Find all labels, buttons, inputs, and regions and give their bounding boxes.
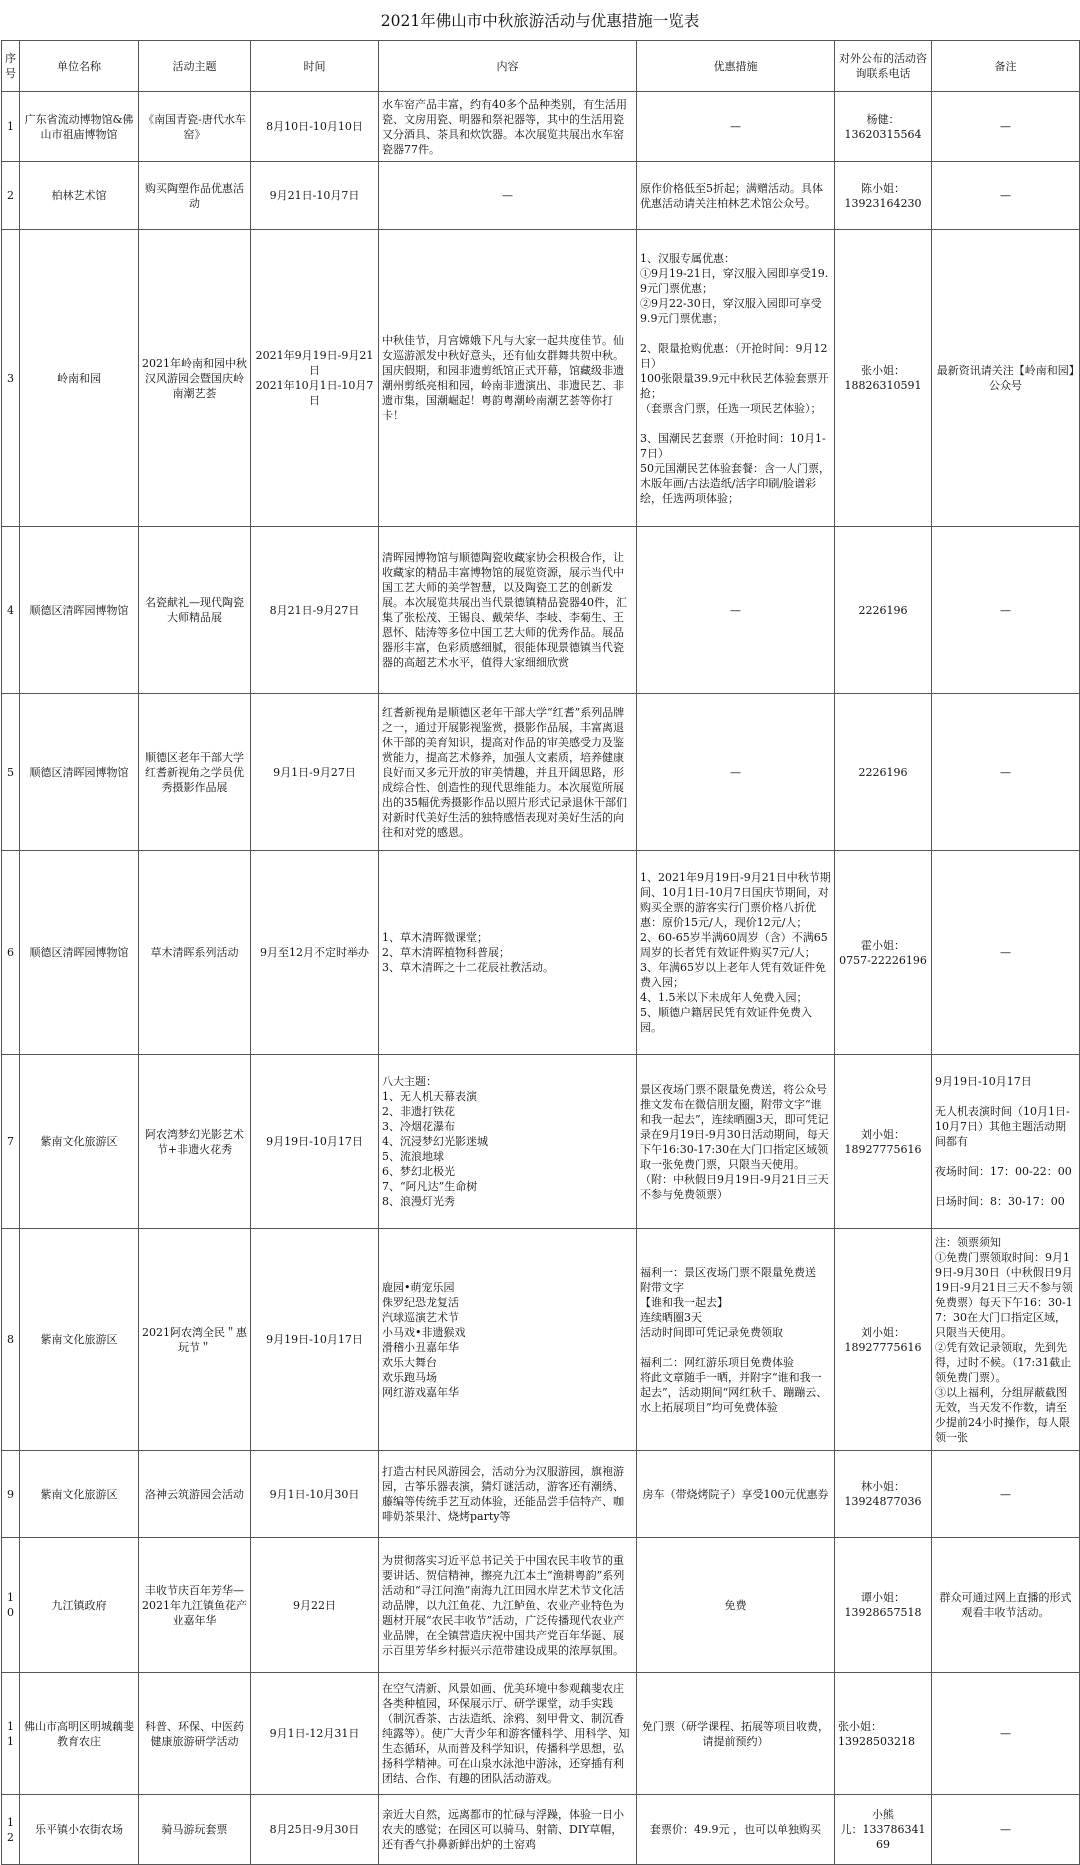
cell-theme: 科普、环保、中医药健康旅游研学活动 (139, 1673, 251, 1795)
cell-unit: 顺德区清晖园博物馆 (20, 694, 139, 851)
cell-no: 3 (2, 230, 20, 527)
cell-unit: 柏林艺术馆 (20, 162, 139, 230)
table-row (2, 1229, 1080, 1451)
cell-note: — (932, 1451, 1080, 1538)
cell-theme: 骑马游玩套票 (139, 1795, 251, 1865)
page-title: 2021年佛山市中秋旅游活动与优惠措施一览表 (380, 12, 700, 30)
cell-content: 八大主题： 1、无人机天幕表演 2、非遗打铁花 3、冷烟花瀑布 4、沉浸梦幻光影迷城 5、流浪地球 6、梦幻北极光 7、“阿凡达”生命树 8、浪漫灯光秀 (379, 1055, 637, 1229)
cell-offer: 景区夜场门票不限量免费送，将公众号推文发布在微信朋友圈，附带文字“谁和我一起去”，连续晒圈3天，即可凭记录在9月19日-9月30日活动期间，每天下午16:30-17:30在大门口指定区域领取一张免费门票，只限当天使用。（附：中秋假日9月19日-9月21日三天不参与免费领票） (637, 1055, 835, 1229)
activity-table (1, 40, 1080, 1865)
cell-theme: 阿农湾梦幻光影艺术节+非遗火花秀 (139, 1055, 251, 1229)
cell-content: 中秋佳节，月宫嫦娥下凡与大家一起共度佳节。仙女巡游派发中秋好意头，还有仙女群舞共贺中秋。 国庆假期，和园非遗剪纸馆正式开幕，馆藏级非遗潮州剪纸亮相和园，岭南非遗演出、非遗民艺、非遗市集，国潮崛起！粤韵粤潮岭南潮艺荟等你打卡！ (379, 230, 637, 527)
header-unit: 单位名称 (20, 41, 139, 92)
table-header-row (2, 41, 1080, 92)
cell-time: 9月1日-10月30日 (251, 1451, 379, 1538)
cell-offer: 套票价：49.9元 ，也可以单独购买 (637, 1795, 835, 1865)
cell-content: 红耆新视角是顺德区老年干部大学“红耆”系列品牌之一，通过开展影视鉴赏，摄影作品展，丰富离退休干部的美育知识，提高对作品的审美感受力及鉴赏能力，提高艺术修养，加强人文素质，培养健康良好而又多元开放的审美情趣，并且开阔思路，形成综合性、创造性的现代思维能力。本次展览所展出的35幅优秀摄影作品以照片形式记录退休干部们对新时代美好生活的独特感悟表现对美好生活的向往和对党的感恩。 (379, 694, 637, 851)
cell-phone: 霍小姐： 0757-22226196 (835, 851, 932, 1055)
header-no: 序号 (2, 41, 20, 92)
cell-phone: 2226196 (835, 527, 932, 694)
cell-no: 12 (2, 1795, 20, 1865)
cell-content: 1、草木清晖微课堂； 2、草木清晖植物科普展； 3、草木清晖之十二花辰社教活动。 (379, 851, 637, 1055)
cell-phone: 小熊 儿：13378634169 (835, 1795, 932, 1865)
cell-theme: 2021阿农湾全民＂惠玩节＂ (139, 1229, 251, 1451)
table-row (2, 851, 1080, 1055)
cell-unit: 佛山市高明区明城藕斐教育农庄 (20, 1673, 139, 1795)
cell-theme: 洛神云筑游园会活动 (139, 1451, 251, 1538)
cell-theme: 《南国青瓷-唐代水车窑》 (139, 92, 251, 162)
cell-phone: 杨健： 13620315564 (835, 92, 932, 162)
cell-no: 2 (2, 162, 20, 230)
cell-note: — (932, 1795, 1080, 1865)
header-time: 时间 (251, 41, 379, 92)
cell-no: 4 (2, 527, 20, 694)
cell-unit: 乐平镇小农街农场 (20, 1795, 139, 1865)
cell-time: 9月1日-9月27日 (251, 694, 379, 851)
cell-time: 8月25日-9月30日 (251, 1795, 379, 1865)
table-row (2, 92, 1080, 162)
cell-time: 8月10日-10月10日 (251, 92, 379, 162)
cell-unit: 顺德区清晖园博物馆 (20, 527, 139, 694)
cell-time: 9月1日-12月31日 (251, 1673, 379, 1795)
cell-time: 9月19日-10月17日 (251, 1229, 379, 1451)
cell-phone: 2226196 (835, 694, 932, 851)
header-content: 内容 (379, 41, 637, 92)
cell-phone: 刘小姐： 18927775616 (835, 1229, 932, 1451)
header-phone: 对外公布的活动咨询联系电话 (835, 41, 932, 92)
cell-phone: 林小姐： 13924877036 (835, 1451, 932, 1538)
cell-content: 为贯彻落实习近平总书记关于中国农民丰收节的重要讲话、贺信精神，擦亮九江本土“渔耕粤韵”系列活动和“寻江问渔”南海九江田园水岸艺术节文化活动品牌，以九江鱼花、九江鲈鱼、农业产业特色为题材开展“农民丰收节”活动，广泛传播现代农业产业品牌，在全镇营造庆祝中国共产党百年华诞、展示百里芳华乡村振兴示范带建设成果的浓厚氛围。 (379, 1538, 637, 1673)
cell-time: 9月至12月不定时举办 (251, 851, 379, 1055)
cell-content: — (379, 162, 637, 230)
cell-content: 水车窑产品丰富，约有40多个品种类别，有生活用瓷、文房用瓷、明器和祭祀器等，其中的生活用瓷又分酒具、茶具和炊饮器。本次展览共展出水车窑瓷器77件。 (379, 92, 637, 162)
cell-offer: 1、2021年9月19日-9月21日中秋节期间、10月1日-10月7日国庆节期间，对购买全票的游客实行门票价格八折优惠：原价15元/人，现价12元/人； 2、60-65岁半满60周岁（含）不满65周岁的长者凭有效证件购买7元/人； 3、年满65岁以上老年人凭有效证件免费入园； 4、1.5米以下未成年人免费入园； 5、顺德户籍居民凭有效证件免费入园。 (637, 851, 835, 1055)
cell-no: 7 (2, 1055, 20, 1229)
table-row (2, 162, 1080, 230)
cell-unit: 紫南文化旅游区 (20, 1055, 139, 1229)
cell-time: 8月21日-9月27日 (251, 527, 379, 694)
cell-theme: 名瓷献礼—现代陶瓷大师精品展 (139, 527, 251, 694)
cell-phone: 谭小姐： 13928657518 (835, 1538, 932, 1673)
cell-phone: 刘小姐： 18927775616 (835, 1055, 932, 1229)
cell-offer: — (637, 92, 835, 162)
cell-no: 5 (2, 694, 20, 851)
cell-no: 9 (2, 1451, 20, 1538)
cell-theme: 丰收节庆百年芳华—2021年九江镇鱼花产业嘉年华 (139, 1538, 251, 1673)
cell-offer: 福利一：景区夜场门票不限量免费送 附带文字 【谁和我一起去】 连续晒圈3天 活动时间即可凭记录免费领取 福利二：网红游乐项目免费体验 将此文章随手一晒，并附字“谁和我一起去”，活动期间“网红秋千、蹦蹦云、水上拓展项目”均可免费体验 (637, 1229, 835, 1451)
cell-unit: 紫南文化旅游区 (20, 1451, 139, 1538)
cell-note: 9月19日-10月17日 无人机表演时间（10月1日-10月7日）其他主题活动期间都有 夜场时间：17：00-22：00 日场时间：8：30-17：00 (932, 1055, 1080, 1229)
cell-offer: 免门票（研学课程、拓展等项目收费，请提前预约） (637, 1673, 835, 1795)
table-row (2, 1795, 1080, 1865)
cell-unit: 顺德区清晖园博物馆 (20, 851, 139, 1055)
cell-theme: 顺德区老年干部大学红耆新视角之学员优秀摄影作品展 (139, 694, 251, 851)
cell-note: — (932, 851, 1080, 1055)
table-row (2, 1538, 1080, 1673)
cell-note: 最新资讯请关注【岭南和园】公众号 (932, 230, 1080, 527)
cell-phone: 张小姐： 18826310591 (835, 230, 932, 527)
cell-time: 9月22日 (251, 1538, 379, 1673)
cell-unit: 紫南文化旅游区 (20, 1229, 139, 1451)
cell-unit: 岭南和园 (20, 230, 139, 527)
cell-note: — (932, 527, 1080, 694)
cell-no: 1 (2, 92, 20, 162)
cell-unit: 九江镇政府 (20, 1538, 139, 1673)
cell-content: 亲近大自然，远离都市的忙碌与浮躁，体验一日小农夫的感觉；在园区可以骑马、射箭、DIY草帽，还有香气扑鼻新鲜出炉的土窑鸡 (379, 1795, 637, 1865)
table-row (2, 1451, 1080, 1538)
cell-theme: 购买陶塑作品优惠活动 (139, 162, 251, 230)
cell-no: 8 (2, 1229, 20, 1451)
cell-content: 打造古村民风游园会，活动分为汉服游园，旗袍游园，古筝乐器表演，猜灯谜活动，游客还有潮绣、藤编等传统手艺互动体验，还能品尝手信特产、咖啡奶茶果汁、烧烤party等 (379, 1451, 637, 1538)
cell-note: — (932, 694, 1080, 851)
cell-offer: — (637, 527, 835, 694)
table-row (2, 527, 1080, 694)
cell-theme: 草木清晖系列活动 (139, 851, 251, 1055)
cell-note: — (932, 162, 1080, 230)
cell-offer: 免费 (637, 1538, 835, 1673)
cell-note: — (932, 92, 1080, 162)
cell-offer: 原作价格低至5折起；满赠活动。具体优惠活动请关注柏林艺术馆公众号。 (637, 162, 835, 230)
header-theme: 活动主题 (139, 41, 251, 92)
cell-offer: — (637, 694, 835, 851)
table-row (2, 694, 1080, 851)
table-row (2, 230, 1080, 527)
cell-content: 鹿园•萌宠乐园 侏罗纪恐龙复活 汽球巡演艺术节 小马戏•非遗猴戏 滑稽小丑嘉年华 欢乐大舞台 欢乐跑马场 网红游戏嘉年华 (379, 1229, 637, 1451)
cell-time: 2021年9月19日-9月21日 2021年10月1日-10月7日 (251, 230, 379, 527)
cell-offer: 房车（带烧烤院子）享受100元优惠券 (637, 1451, 835, 1538)
cell-note: 群众可通过网上直播的形式观看丰收节活动。 (932, 1538, 1080, 1673)
cell-offer: 1、汉服专属优惠： ①9月19-21日，穿汉服入园即享受19.9元门票优惠； ②9月22-30日，穿汉服入园即可享受9.9元门票优惠； 2、限量抢购优惠：（开抢时间：9月12日） 100张限量39.9元中秋民艺体验套票开抢； （套票含门票，任选一项民艺体验）； 3、国潮民艺套票（开抢时间：10月1-7日） 50元国潮民艺体验套餐：含一人门票，木版年画/古法造纸/活字印刷/脸谱彩绘，任选两项体验； (637, 230, 835, 527)
cell-phone: 陈小姐： 13923164230 (835, 162, 932, 230)
cell-no: 6 (2, 851, 20, 1055)
table-row (2, 1055, 1080, 1229)
cell-theme: 2021年岭南和园中秋汉风游园会暨国庆岭南潮艺荟 (139, 230, 251, 527)
table-row (2, 1673, 1080, 1795)
cell-note: — (932, 1673, 1080, 1795)
cell-no: 11 (2, 1673, 20, 1795)
cell-content: 在空气清新、风景如画、优美环境中参观藕斐农庄各类种植园，环保展示厅、研学课堂，动手实践（制沉香茶、古法造纸、涂鸦、刻甲骨文、制沉香纯露等）。使广大青少年和游客懂科学、用科学、知生态循环，从而普及科学知识，传播科学思想，弘扬科学精神。可在山泉水泳池中游泳，还穿插有利团结、合作、有趣的团队活动游戏。 (379, 1673, 637, 1795)
cell-no: 10 (2, 1538, 20, 1673)
cell-time: 9月21日-10月7日 (251, 162, 379, 230)
cell-content: 清晖园博物馆与顺德陶瓷收藏家协会积极合作，让收藏家的精品丰富博物馆的展览资源，展示当代中国工艺大师的美学智慧，以及陶瓷工艺的创新发展。本次展览共展出当代景德镇精品瓷器40件，汇集了张松茂、王锡良、戴荣华、李岐、李菊生、王恩怀、陆涛等多位中国工艺大师的优秀作品。展品器形丰富，色彩质感细腻，很能体现景德镇当代瓷器的高超艺术水平，值得大家细细欣赏 (379, 527, 637, 694)
header-offer: 优惠措施 (637, 41, 835, 92)
cell-phone: 张小姐： 13928503218 (835, 1673, 932, 1795)
cell-time: 9月19日-10月17日 (251, 1055, 379, 1229)
cell-unit: 广东省流动博物馆&佛山市祖庙博物馆 (20, 92, 139, 162)
cell-note: 注：领票须知 ①免费门票领取时间：9月19日-9月30日（中秋假日9月19日-9月21日三天不参与领免费票）每天下午16：30-17：30在大门口指定区域，只限当天使用。 ②凭有效记录领取，先到先得，过时不候。（17:31截止领免费门票）。 ③以上福利，分组屏蔽截图无效，当天发不作数，请至少提前24小时操作，每人限领一张 (932, 1229, 1080, 1451)
header-note: 备注 (932, 41, 1080, 92)
